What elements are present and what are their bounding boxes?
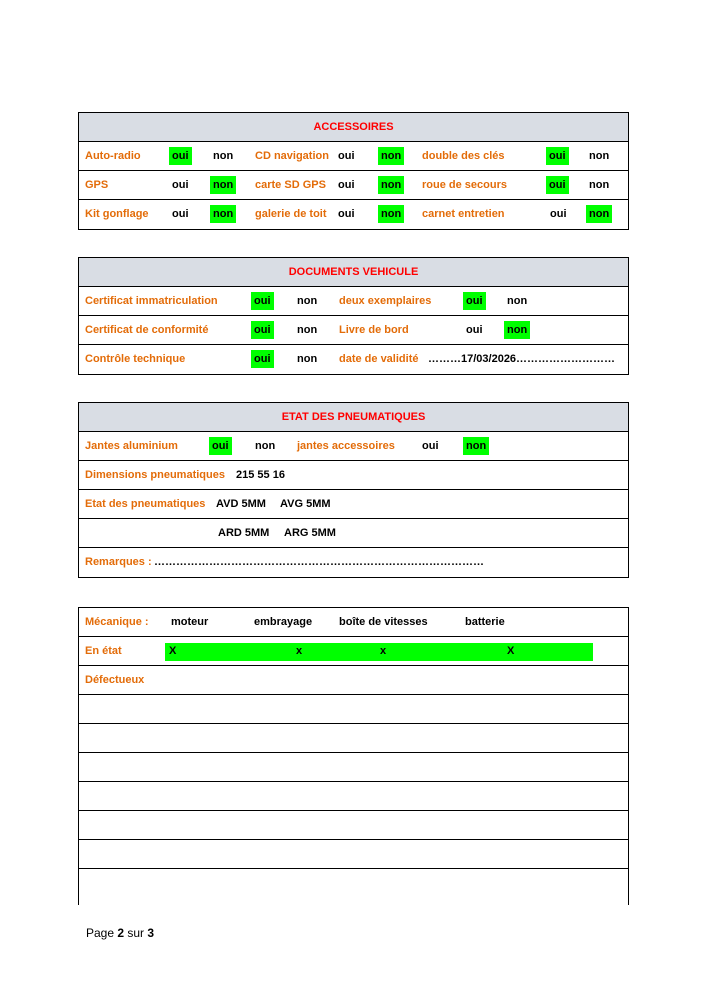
tire-label: Jantes aluminium	[85, 440, 178, 452]
table-row	[79, 519, 628, 548]
oui-option[interactable]: oui	[422, 440, 439, 452]
accessory-label: double des clés	[422, 150, 505, 162]
non-option[interactable]: non	[297, 324, 318, 336]
checkmark-x[interactable]: x	[296, 645, 303, 657]
table-row	[79, 142, 628, 171]
page-footer	[86, 926, 154, 940]
mechanics-column: embrayage	[254, 616, 313, 628]
table-row	[79, 345, 628, 374]
oui-option-selected[interactable]: oui	[169, 147, 192, 165]
non-option[interactable]: non	[589, 179, 610, 191]
non-option[interactable]: non	[589, 150, 610, 162]
non-option[interactable]: non	[297, 295, 318, 307]
mechanics-column: boîte de vitesses	[339, 616, 428, 628]
documents-header: DOCUMENTS VEHICULE	[79, 258, 628, 287]
document-label: Livre de bord	[339, 324, 409, 336]
tire-ard-value: ARD 5MM	[218, 527, 270, 539]
accessory-label: carnet entretien	[422, 208, 505, 220]
empty-row[interactable]	[79, 811, 628, 840]
oui-option-selected[interactable]: oui	[251, 350, 274, 368]
defectueux-label: Défectueux	[85, 674, 145, 686]
accessory-label: GPS	[85, 179, 109, 191]
oui-option-selected[interactable]: oui	[209, 437, 232, 455]
en-etat-label: En état	[85, 645, 122, 657]
tire-label: Dimensions pneumatiques	[85, 469, 225, 481]
table-row	[79, 490, 628, 519]
oui-option-selected[interactable]: oui	[251, 292, 274, 310]
table-row	[79, 637, 628, 666]
non-option-selected[interactable]: non	[586, 205, 612, 223]
table-row	[79, 461, 628, 490]
non-option-selected[interactable]: non	[378, 205, 404, 223]
validity-date-field[interactable]: ………17/03/2026………………………	[428, 353, 616, 365]
non-option-selected[interactable]: non	[504, 321, 530, 339]
oui-option[interactable]: oui	[550, 208, 567, 220]
table-row	[79, 548, 628, 577]
non-option-selected[interactable]: non	[378, 147, 404, 165]
non-option[interactable]: non	[297, 353, 318, 365]
pneus-header: ETAT DES PNEUMATIQUES	[79, 403, 628, 432]
non-option-selected[interactable]: non	[210, 205, 236, 223]
mechanics-column: batterie	[465, 616, 505, 628]
current-page: 2	[117, 926, 125, 940]
checkmark-x[interactable]: x	[380, 645, 387, 657]
oui-option-selected[interactable]: oui	[546, 176, 569, 194]
non-option-selected[interactable]: non	[210, 176, 236, 194]
accessory-label: Auto-radio	[85, 150, 141, 162]
checkmark-x[interactable]: X	[507, 645, 515, 657]
oui-option[interactable]: oui	[466, 324, 483, 336]
document-label: Contrôle technique	[85, 353, 186, 365]
oui-option-selected[interactable]: oui	[546, 147, 569, 165]
checkmark-x[interactable]: X	[169, 645, 177, 657]
oui-option[interactable]: oui	[338, 179, 355, 191]
empty-row[interactable]	[79, 840, 628, 869]
table-row	[79, 287, 628, 316]
remarks-label: Remarques :	[85, 556, 152, 568]
non-option[interactable]: non	[507, 295, 528, 307]
table-row	[79, 608, 628, 637]
accessory-label: Kit gonflage	[85, 208, 149, 220]
remarks-field[interactable]: ………………………………………………………………………………	[154, 556, 484, 568]
non-option-selected[interactable]: non	[378, 176, 404, 194]
empty-row[interactable]	[79, 753, 628, 782]
empty-row[interactable]	[79, 782, 628, 811]
oui-option-selected[interactable]: oui	[251, 321, 274, 339]
total-pages: 3	[147, 926, 155, 940]
accessory-label: carte SD GPS	[255, 179, 326, 191]
non-option[interactable]: non	[255, 440, 276, 452]
oui-option-selected[interactable]: oui	[463, 292, 486, 310]
oui-option[interactable]: oui	[172, 179, 189, 191]
documents-table	[78, 257, 629, 375]
table-row	[79, 316, 628, 345]
pneus-table	[78, 402, 629, 578]
accessoires-header: ACCESSOIRES	[79, 113, 628, 142]
non-option[interactable]: non	[213, 150, 234, 162]
tire-label: Etat des pneumatiques	[85, 498, 206, 510]
table-row	[79, 200, 628, 229]
oui-option[interactable]: oui	[338, 150, 355, 162]
accessory-label: roue de secours	[422, 179, 507, 191]
document-label: Certificat de conformité	[85, 324, 209, 336]
empty-row[interactable]	[79, 869, 628, 896]
en-etat-highlight	[165, 643, 593, 661]
mechanics-column: moteur	[171, 616, 209, 628]
tire-dimensions-value: 215 55 16	[236, 469, 285, 481]
table-row	[79, 432, 628, 461]
footer-middle: sur	[124, 926, 148, 940]
table-row	[79, 171, 628, 200]
tire-arg-value: ARG 5MM	[284, 527, 336, 539]
non-option-selected[interactable]: non	[463, 437, 489, 455]
oui-option[interactable]: oui	[172, 208, 189, 220]
mecanique-table	[78, 607, 629, 905]
table-row	[79, 666, 628, 695]
oui-option[interactable]: oui	[338, 208, 355, 220]
tire-label: jantes accessoires	[297, 440, 395, 452]
accessory-label: CD navigation	[255, 150, 329, 162]
empty-row[interactable]	[79, 695, 628, 724]
tire-avd-value: AVD 5MM	[216, 498, 266, 510]
empty-row[interactable]	[79, 724, 628, 753]
mechanics-label: Mécanique :	[85, 616, 149, 628]
tire-avg-value: AVG 5MM	[280, 498, 331, 510]
document-label: date de validité	[339, 353, 419, 365]
accessoires-table	[78, 112, 629, 230]
document-label: deux exemplaires	[339, 295, 432, 307]
footer-prefix: Page	[86, 926, 118, 940]
document-label: Certificat immatriculation	[85, 295, 218, 307]
accessory-label: galerie de toit	[255, 208, 327, 220]
